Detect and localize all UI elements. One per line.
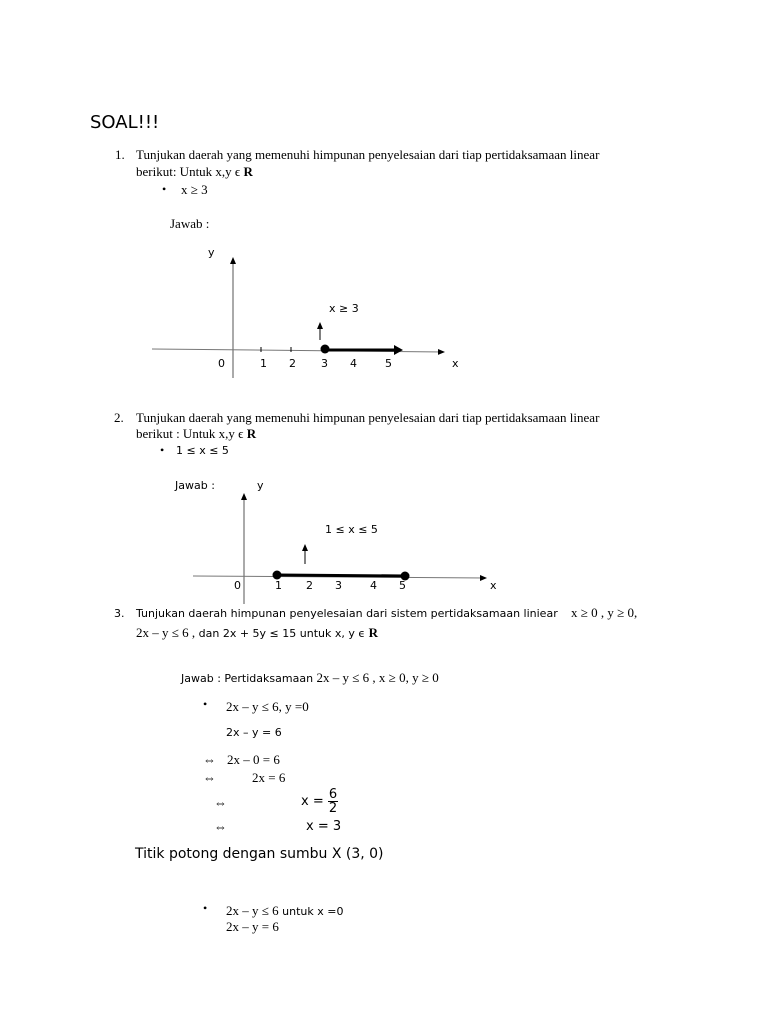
q3-step2: 2x – 0 = 6	[227, 752, 280, 767]
q3-number: 3.	[114, 607, 125, 620]
iff-icon: ⇔	[203, 770, 216, 785]
q3-step1: 2x – y ≤ 6, y =0	[226, 699, 309, 714]
q1-text-line1: Tunjukan daerah yang memenuhi himpunan penyelesaian dari tiap pertidaksamaan linear	[136, 147, 600, 162]
q2-tick-4: 4	[370, 579, 377, 592]
q1-tick-5: 5	[385, 357, 392, 370]
q2-tick-1: 1	[275, 579, 282, 592]
q1-y-label: y	[208, 246, 215, 259]
q2-answer-label: Jawab :	[175, 479, 215, 492]
q3-step6-eq: 2x – y = 6	[226, 919, 279, 934]
q2-tick-3: 3	[335, 579, 342, 592]
q2-number: 2.	[114, 410, 124, 425]
bullet-icon: •	[160, 443, 165, 457]
page-title: SOAL!!!	[90, 112, 160, 133]
q2-tick-2: 2	[306, 579, 313, 592]
q2-y-label: y	[257, 479, 264, 492]
q3-text-line2: 2x – y ≤ 6 , dan 2x + 5y ≤ 15 untuk x, y ϵ R	[136, 625, 379, 640]
q1-answer-label: Jawab :	[170, 216, 210, 231]
q1-tick-3: 3	[321, 357, 328, 370]
q2-tick-5: 5	[399, 579, 406, 592]
q2-tick-0: 0	[234, 579, 241, 592]
q2-inequality: 1 ≤ x ≤ 5	[176, 444, 229, 457]
q2-solution-segment	[277, 575, 405, 576]
q2-text-line1: Tunjukan daerah yang memenuhi himpunan penyelesaian dari tiap pertidaksamaan linear	[136, 410, 600, 425]
q3-step4: x = $\frac{6}{2}$	[301, 787, 338, 816]
q2-text-line2: berikut : Untuk x,y ϵ R	[136, 426, 257, 441]
q1-tick-2: 2	[289, 357, 296, 370]
q3-step5: x = 3	[306, 819, 342, 834]
q3-answer-line: Jawab : Pertidaksamaan 2x – y ≤ 6 , x ≥ 0, y ≥ 0	[181, 670, 439, 685]
q2-annotation: 1 ≤ x ≤ 5	[325, 523, 378, 536]
q1-tick-4: 4	[350, 357, 357, 370]
bullet-icon: •	[162, 182, 167, 196]
q3-step1-eq: 2x – y = 6	[226, 726, 282, 739]
q3-conditions: x ≥ 0 , y ≥ 0,	[571, 605, 638, 620]
q3-step3: 2x = 6	[252, 770, 286, 785]
q3-step6: 2x – y ≤ 6 untuk x =0	[226, 903, 344, 918]
iff-icon: ⇔	[214, 795, 227, 810]
q3-intersection-x: Titik potong dengan sumbu X (3, 0)	[135, 846, 384, 862]
q1-tick-1: 1	[260, 357, 267, 370]
q1-annotation: x ≥ 3	[329, 302, 359, 315]
q1-tick-0: 0	[218, 357, 225, 370]
q3-text-line1: Tunjukan daerah himpunan penyelesaian dari sistem pertidaksamaan liniear	[136, 607, 558, 620]
bullet-icon: •	[203, 901, 208, 915]
iff-icon: ⇔	[203, 752, 216, 767]
q1-inequality: x ≥ 3	[181, 182, 208, 197]
q1-x-label: x	[452, 357, 459, 370]
q1-text-line2: berikut: Untuk x,y ϵ R	[136, 164, 253, 179]
bullet-icon: •	[203, 697, 208, 711]
q2-x-label: x	[490, 579, 497, 592]
q1-number: 1.	[115, 147, 125, 162]
iff-icon: ⇔	[214, 819, 227, 834]
